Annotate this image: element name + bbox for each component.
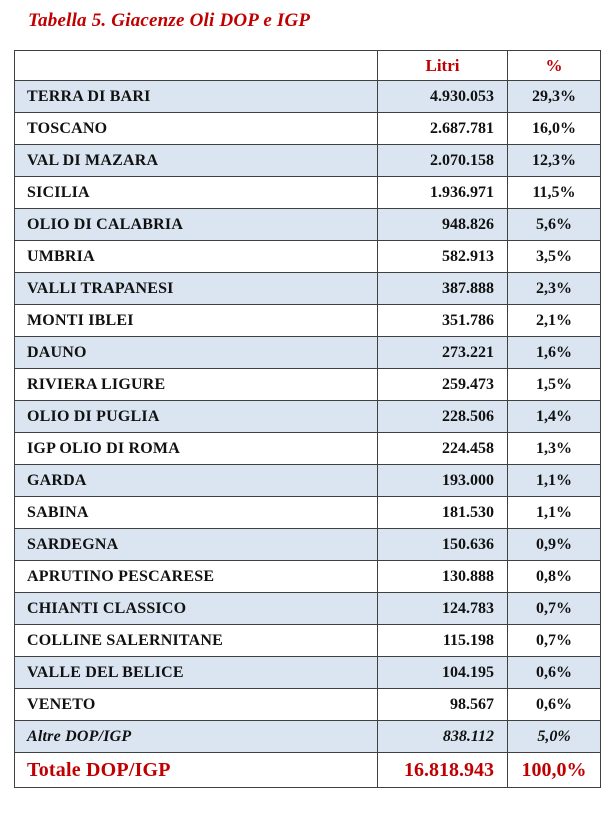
table-row bbox=[15, 721, 601, 753]
row-name-cell: VALLE DEL BELICE bbox=[15, 657, 378, 689]
table-row bbox=[15, 337, 601, 369]
table-row bbox=[15, 657, 601, 689]
row-litri-cell: 193.000 bbox=[378, 465, 508, 497]
table-title: Tabella 5. Giacenze Oli DOP e IGP bbox=[28, 10, 311, 31]
table-row bbox=[15, 593, 601, 625]
row-litri-cell: 582.913 bbox=[378, 241, 508, 273]
table-row bbox=[15, 177, 601, 209]
row-percent-cell: 0,8% bbox=[508, 561, 601, 593]
row-litri-cell: 228.506 bbox=[378, 401, 508, 433]
row-percent-cell: 1,5% bbox=[508, 369, 601, 401]
row-name-cell: TOSCANO bbox=[15, 113, 378, 145]
row-percent-cell: 5,0% bbox=[508, 721, 601, 753]
row-litri-cell: 150.636 bbox=[378, 529, 508, 561]
row-name-cell: OLIO DI PUGLIA bbox=[15, 401, 378, 433]
row-percent-cell: 11,5% bbox=[508, 177, 601, 209]
row-litri-cell: 351.786 bbox=[378, 305, 508, 337]
row-litri-cell: 98.567 bbox=[378, 689, 508, 721]
table-row bbox=[15, 561, 601, 593]
row-litri-cell: 838.112 bbox=[378, 721, 508, 753]
table-row bbox=[15, 497, 601, 529]
row-percent-cell: 0,7% bbox=[508, 625, 601, 657]
header-name-cell bbox=[15, 51, 378, 81]
row-percent-cell: 0,6% bbox=[508, 657, 601, 689]
row-litri-cell: 387.888 bbox=[378, 273, 508, 305]
row-litri-cell: 115.198 bbox=[378, 625, 508, 657]
row-percent-cell: 1,4% bbox=[508, 401, 601, 433]
row-litri-cell: 181.530 bbox=[378, 497, 508, 529]
row-name-cell: VENETO bbox=[15, 689, 378, 721]
table-row bbox=[15, 305, 601, 337]
row-litri-cell: 948.826 bbox=[378, 209, 508, 241]
table-row bbox=[15, 273, 601, 305]
header-litri-cell: Litri bbox=[378, 51, 508, 81]
row-name-cell: RIVIERA LIGURE bbox=[15, 369, 378, 401]
row-litri-cell: 259.473 bbox=[378, 369, 508, 401]
row-name-cell: VAL DI MAZARA bbox=[15, 145, 378, 177]
row-percent-cell: 0,9% bbox=[508, 529, 601, 561]
row-name-cell: Totale DOP/IGP bbox=[15, 753, 378, 788]
table-row bbox=[15, 689, 601, 721]
row-litri-cell: 16.818.943 bbox=[378, 753, 508, 788]
table-row bbox=[15, 529, 601, 561]
row-percent-cell: 0,7% bbox=[508, 593, 601, 625]
row-litri-cell: 2.687.781 bbox=[378, 113, 508, 145]
table-row bbox=[15, 465, 601, 497]
table-row bbox=[15, 433, 601, 465]
row-percent-cell: 1,3% bbox=[508, 433, 601, 465]
table-row bbox=[15, 113, 601, 145]
row-percent-cell: 1,1% bbox=[508, 465, 601, 497]
row-name-cell: OLIO DI CALABRIA bbox=[15, 209, 378, 241]
row-name-cell: CHIANTI CLASSICO bbox=[15, 593, 378, 625]
row-percent-cell: 16,0% bbox=[508, 113, 601, 145]
table-row bbox=[15, 209, 601, 241]
row-name-cell: APRUTINO PESCARESE bbox=[15, 561, 378, 593]
row-percent-cell: 1,6% bbox=[508, 337, 601, 369]
table-row bbox=[15, 753, 601, 788]
document-page bbox=[0, 9, 614, 821]
table-row bbox=[15, 81, 601, 113]
row-name-cell: VALLI TRAPANESI bbox=[15, 273, 378, 305]
row-percent-cell: 2,3% bbox=[508, 273, 601, 305]
row-name-cell: SARDEGNA bbox=[15, 529, 378, 561]
table-body bbox=[15, 81, 601, 788]
row-percent-cell: 1,1% bbox=[508, 497, 601, 529]
row-litri-cell: 2.070.158 bbox=[378, 145, 508, 177]
row-percent-cell: 3,5% bbox=[508, 241, 601, 273]
row-name-cell: SABINA bbox=[15, 497, 378, 529]
row-percent-cell: 2,1% bbox=[508, 305, 601, 337]
row-litri-cell: 224.458 bbox=[378, 433, 508, 465]
row-percent-cell: 0,6% bbox=[508, 689, 601, 721]
table-row bbox=[15, 401, 601, 433]
row-litri-cell: 1.936.971 bbox=[378, 177, 508, 209]
row-name-cell: SICILIA bbox=[15, 177, 378, 209]
row-litri-cell: 273.221 bbox=[378, 337, 508, 369]
giacenze-oli-table bbox=[14, 50, 601, 788]
row-percent-cell: 12,3% bbox=[508, 145, 601, 177]
table-row bbox=[15, 241, 601, 273]
row-name-cell: DAUNO bbox=[15, 337, 378, 369]
row-name-cell: TERRA DI BARI bbox=[15, 81, 378, 113]
row-name-cell: Altre DOP/IGP bbox=[15, 721, 378, 753]
row-percent-cell: 100,0% bbox=[508, 753, 601, 788]
table-row bbox=[15, 369, 601, 401]
row-name-cell: GARDA bbox=[15, 465, 378, 497]
row-name-cell: UMBRIA bbox=[15, 241, 378, 273]
row-name-cell: COLLINE SALERNITANE bbox=[15, 625, 378, 657]
row-litri-cell: 130.888 bbox=[378, 561, 508, 593]
row-litri-cell: 124.783 bbox=[378, 593, 508, 625]
header-row bbox=[15, 51, 601, 81]
row-name-cell: MONTI IBLEI bbox=[15, 305, 378, 337]
table-row bbox=[15, 625, 601, 657]
header-percent-cell: % bbox=[508, 51, 601, 81]
row-litri-cell: 104.195 bbox=[378, 657, 508, 689]
row-name-cell: IGP OLIO DI ROMA bbox=[15, 433, 378, 465]
table-row bbox=[15, 145, 601, 177]
row-litri-cell: 4.930.053 bbox=[378, 81, 508, 113]
row-percent-cell: 29,3% bbox=[508, 81, 601, 113]
row-percent-cell: 5,6% bbox=[508, 209, 601, 241]
